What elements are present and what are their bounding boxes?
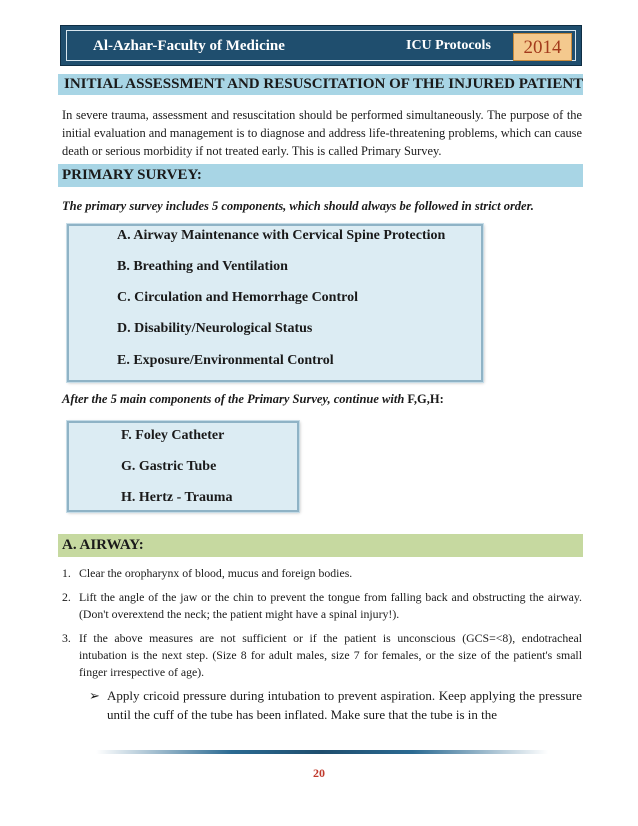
continue-letters: F,G,H: bbox=[404, 392, 444, 406]
continue-text bbox=[62, 392, 444, 407]
primary-survey-intro: The primary survey includes 5 components, which should always be followed in strict order. bbox=[62, 199, 534, 213]
component-circulation: C. Circulation and Hemorrhage Control bbox=[117, 290, 358, 305]
bullet-text: Apply cricoid pressure during intubation to prevent aspiration. Keep applying the pressure until the cuff of the tube has been inflated. Make sure that the tube is in the bbox=[107, 688, 582, 722]
component-exposure: E. Exposure/Environmental Control bbox=[117, 353, 334, 368]
step-number: 3. bbox=[62, 631, 71, 645]
page-title: INITIAL ASSESSMENT AND RESUSCITATION OF THE INJURED PATIENT bbox=[58, 74, 583, 95]
page-header bbox=[60, 25, 582, 66]
header-frame bbox=[66, 30, 576, 61]
cricoid-bullet bbox=[90, 686, 582, 724]
intro-paragraph: In severe trauma, assessment and resuscitation should be performed simultaneously. The purpose of the initial evaluation and management is to diagnose and address life-threatening problems, which can cause death or serious morbidity if not treated early. This is called Primary Survey. bbox=[62, 108, 582, 158]
header-organization: Al-Azhar-Faculty of Medicine bbox=[93, 38, 285, 54]
airway-heading: A. AIRWAY: bbox=[58, 534, 583, 557]
step-text: Clear the oropharynx of blood, mucus and foreign bodies. bbox=[79, 566, 353, 580]
arrow-bullet-icon: ➢ bbox=[89, 688, 100, 703]
airway-steps bbox=[62, 565, 582, 681]
list-item bbox=[62, 630, 582, 681]
component-disability: D. Disability/Neurological Status bbox=[117, 321, 313, 336]
header-year: 2014 bbox=[513, 33, 572, 61]
step-text: If the above measures are not sufficient or if the patient is unconscious (GCS=<8), endotracheal intubation is the next step. (Size 8 for adult males, size 7 for females, or the size of the patient's small finger irrespective of age). bbox=[79, 631, 582, 679]
step-number: 2. bbox=[62, 590, 71, 604]
continue-sentence: After the 5 main components of the Primary Survey, continue with bbox=[62, 392, 405, 406]
extra-components-box bbox=[67, 421, 299, 512]
component-foley: F. Foley Catheter bbox=[121, 428, 225, 443]
page-number: 20 bbox=[313, 766, 325, 780]
list-item bbox=[62, 565, 582, 582]
footer-divider bbox=[96, 750, 548, 754]
component-hertz: H. Hertz - Trauma bbox=[121, 490, 233, 505]
component-gastric: G. Gastric Tube bbox=[121, 459, 217, 474]
component-breathing: B. Breathing and Ventilation bbox=[117, 259, 288, 274]
step-text: Lift the angle of the jaw or the chin to prevent the tongue from falling back and obstructing the airway. (Don't overextend the neck; the patient might have a spinal injury!). bbox=[79, 590, 582, 621]
header-section: ICU Protocols bbox=[406, 38, 491, 53]
step-number: 1. bbox=[62, 566, 71, 580]
primary-components-box bbox=[67, 224, 483, 382]
list-item bbox=[62, 589, 582, 623]
component-airway: A. Airway Maintenance with Cervical Spine Protection bbox=[117, 228, 446, 243]
primary-survey-heading: PRIMARY SURVEY: bbox=[58, 164, 583, 187]
